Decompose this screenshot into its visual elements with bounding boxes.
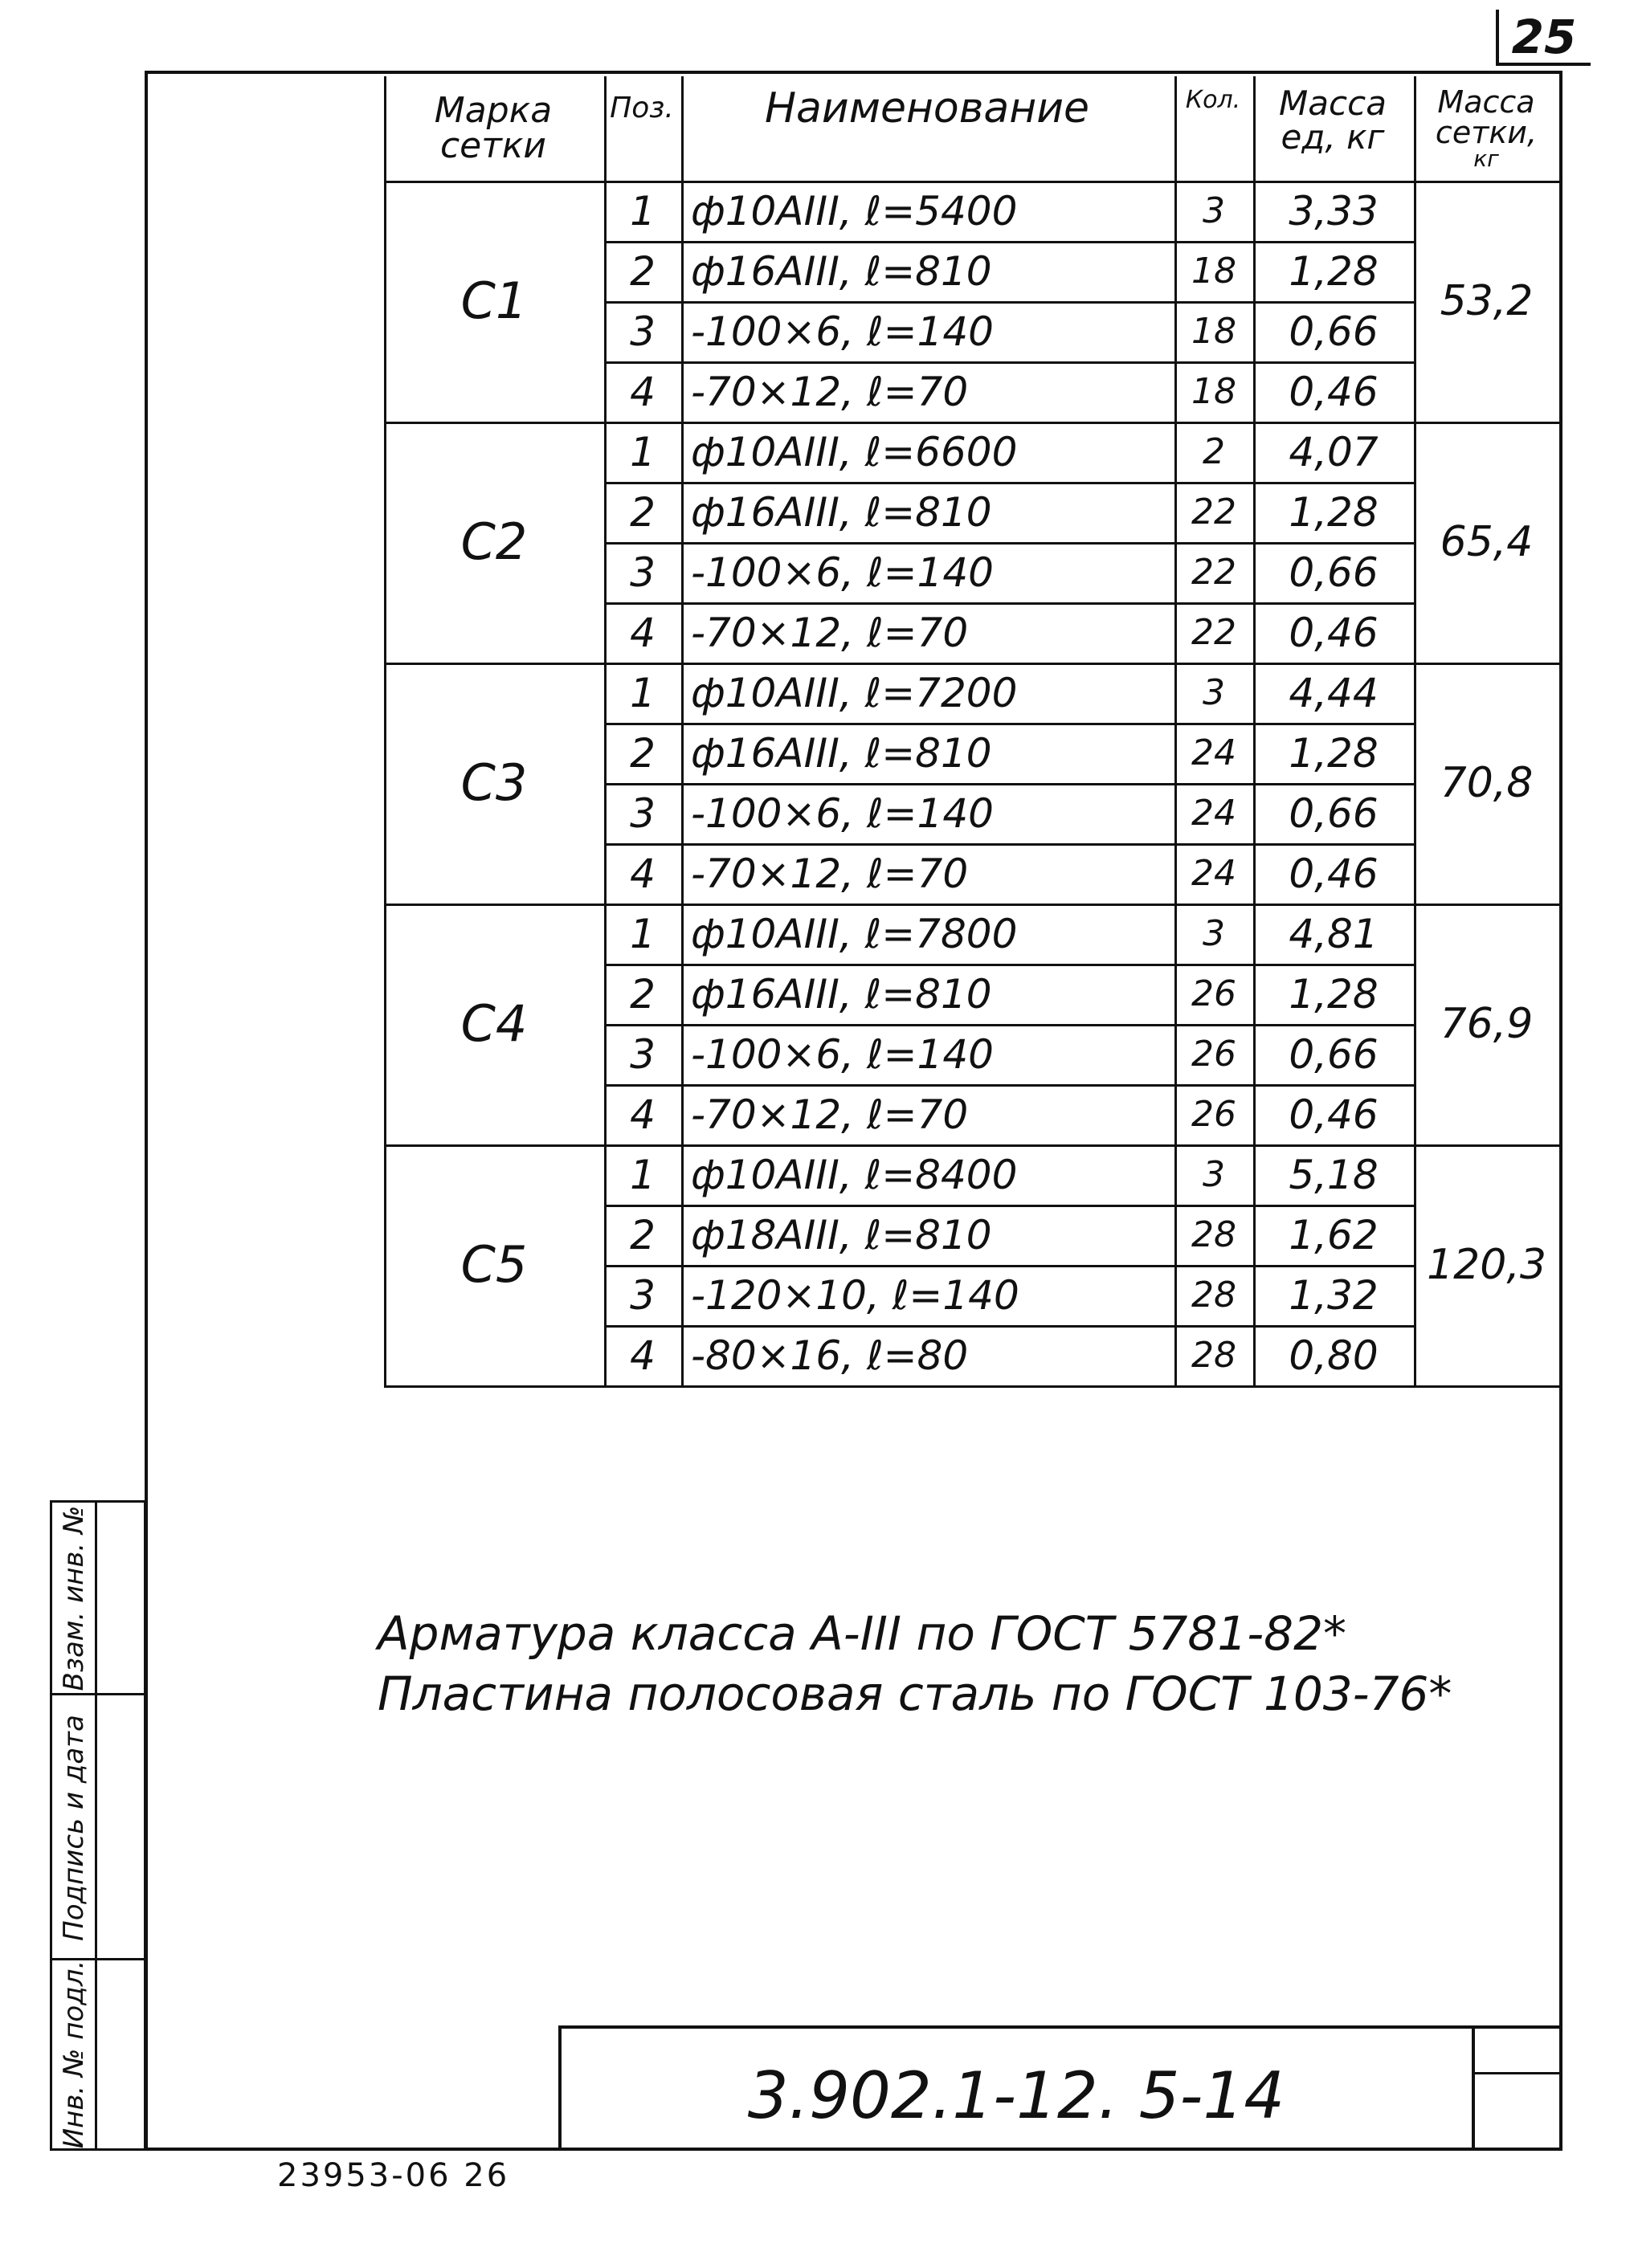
item-position: 1 [630, 428, 656, 475]
item-quantity: 28 [1191, 1334, 1236, 1376]
item-quantity: 3 [1203, 190, 1225, 231]
item-unit-mass: 0,46 [1289, 609, 1379, 656]
item-unit-mass: 1,28 [1289, 488, 1379, 536]
mesh-total-mass: 76,9 [1440, 1000, 1534, 1048]
binding-strip-divider [95, 1500, 97, 2151]
item-name: -120×10, ℓ=140 [691, 1271, 1019, 1319]
page-number: 25 [1511, 10, 1577, 64]
item-name: ф16АIII, ℓ=810 [691, 729, 992, 777]
item-name: ф10АIII, ℓ=8400 [691, 1151, 1018, 1198]
mesh-total-mass: 70,8 [1440, 759, 1534, 807]
item-unit-mass: 1,28 [1289, 247, 1379, 295]
note-plate: Пластина полосовая сталь по ГОСТ 103-76* [378, 1666, 1452, 1721]
item-unit-mass: 4,07 [1289, 428, 1379, 475]
header-mesh-mass [1414, 76, 1558, 181]
item-name: ф16АIII, ℓ=810 [691, 970, 992, 1018]
item-unit-mass: 0,66 [1289, 1030, 1379, 1078]
header-pos-label: Поз. [610, 92, 674, 124]
item-unit-mass: 0,66 [1289, 549, 1379, 596]
item-unit-mass: 0,46 [1289, 1091, 1379, 1138]
item-position: 3 [630, 549, 656, 596]
doc-code: 3.902.1-12. 5-14 [747, 2058, 1285, 2133]
item-unit-mass: 0,46 [1289, 850, 1379, 897]
item-position: 2 [630, 970, 656, 1018]
item-name: -70×12, ℓ=70 [691, 1091, 969, 1138]
item-quantity: 18 [1191, 310, 1236, 352]
archive-number: 23953-06 26 [277, 2157, 510, 2194]
item-unit-mass: 3,33 [1289, 187, 1379, 235]
item-position: 1 [630, 669, 656, 716]
table-bottom-line [384, 1385, 1559, 1388]
header-unit-mass-line2: ед, кг [1281, 117, 1385, 157]
item-position: 2 [630, 729, 656, 777]
item-position: 1 [630, 910, 656, 957]
item-unit-mass: 1,28 [1289, 970, 1379, 1018]
item-name: ф10АIII, ℓ=5400 [691, 187, 1018, 235]
mesh-total-mass: 65,4 [1440, 518, 1534, 566]
item-name: ф16АIII, ℓ=810 [691, 488, 992, 536]
header-qty-label: Кол. [1185, 86, 1241, 114]
header-mark [384, 76, 603, 181]
item-position: 4 [630, 1332, 656, 1379]
item-quantity: 26 [1191, 973, 1236, 1014]
item-position: 3 [630, 1030, 656, 1078]
stamp-sheet-line [1475, 2072, 1562, 2074]
item-position: 3 [630, 789, 656, 837]
item-name: -100×6, ℓ=140 [691, 308, 994, 355]
label-inv-no: Инв. № подл. [58, 1960, 90, 2149]
item-quantity: 24 [1191, 732, 1236, 773]
mesh-total-mass: 53,2 [1440, 277, 1534, 325]
item-quantity: 28 [1191, 1214, 1236, 1255]
item-name: ф10АIII, ℓ=7200 [691, 669, 1018, 716]
item-name: ф10АIII, ℓ=6600 [691, 428, 1018, 475]
item-unit-mass: 5,18 [1289, 1151, 1379, 1198]
item-position: 3 [630, 308, 656, 355]
item-position: 1 [630, 1151, 656, 1198]
item-position: 4 [630, 1091, 656, 1138]
header-mark-line2: сетки [439, 125, 547, 166]
header-pos [604, 76, 680, 141]
item-name: -100×6, ℓ=140 [691, 789, 994, 837]
item-quantity: 26 [1191, 1033, 1236, 1075]
item-quantity: 3 [1203, 1153, 1225, 1195]
item-unit-mass: 0,80 [1289, 1332, 1379, 1379]
label-replaces: Взам. инв. № [58, 1505, 90, 1691]
item-quantity: 24 [1191, 852, 1236, 894]
item-position: 4 [630, 368, 656, 415]
item-unit-mass: 0,66 [1289, 789, 1379, 837]
item-position: 4 [630, 609, 656, 656]
mesh-mark: С2 [460, 512, 528, 571]
header-unit-mass [1253, 76, 1412, 165]
header-mesh-mass-line3: кг [1473, 145, 1499, 172]
item-position: 3 [630, 1271, 656, 1319]
header-mesh-mass-line2: сетки, [1435, 115, 1538, 150]
item-unit-mass: 1,32 [1289, 1271, 1379, 1319]
item-unit-mass: 4,44 [1289, 669, 1379, 716]
item-name: -100×6, ℓ=140 [691, 1030, 994, 1078]
item-unit-mass: 4,81 [1289, 910, 1379, 957]
item-unit-mass: 1,28 [1289, 729, 1379, 777]
label-signature: Подпись и дата [58, 1715, 90, 1941]
header-name-label: Наименование [764, 84, 1090, 133]
item-position: 2 [630, 247, 656, 295]
header-mesh-mass-line1: Масса [1437, 84, 1535, 120]
item-quantity: 3 [1203, 912, 1225, 954]
item-quantity: 3 [1203, 671, 1225, 713]
item-quantity: 22 [1191, 611, 1236, 653]
item-position: 2 [630, 1211, 656, 1258]
item-name: -70×12, ℓ=70 [691, 609, 969, 656]
item-quantity: 18 [1191, 370, 1236, 412]
note-reinforcement: Арматура класса А-III по ГОСТ 5781-82* [378, 1606, 1346, 1661]
mesh-mark: С4 [460, 994, 528, 1053]
mesh-mark: С5 [460, 1235, 528, 1294]
item-quantity: 22 [1191, 551, 1236, 593]
item-unit-mass: 1,62 [1289, 1211, 1379, 1258]
mesh-mark: С1 [460, 271, 528, 330]
stamp-divider [1472, 2025, 1475, 2151]
item-name: -100×6, ℓ=140 [691, 549, 994, 596]
mesh-total-mass: 120,3 [1427, 1241, 1546, 1289]
header-qty [1174, 76, 1252, 124]
item-quantity: 22 [1191, 491, 1236, 532]
header-unit-mass-line1: Масса [1279, 84, 1387, 123]
header-mark-line1: Марка [434, 90, 553, 131]
item-position: 1 [630, 187, 656, 235]
mesh-mark: С3 [460, 753, 528, 812]
header-name [681, 76, 1173, 141]
item-name: -70×12, ℓ=70 [691, 850, 969, 897]
item-quantity: 28 [1191, 1274, 1236, 1316]
item-name: -70×12, ℓ=70 [691, 368, 969, 415]
item-quantity: 2 [1203, 430, 1225, 472]
item-unit-mass: 0,46 [1289, 368, 1379, 415]
item-name: ф18АIII, ℓ=810 [691, 1211, 992, 1258]
item-name: ф10АIII, ℓ=7800 [691, 910, 1018, 957]
item-unit-mass: 0,66 [1289, 308, 1379, 355]
item-quantity: 18 [1191, 250, 1236, 292]
item-position: 2 [630, 488, 656, 536]
item-name: -80×16, ℓ=80 [691, 1332, 969, 1379]
item-name: ф16АIII, ℓ=810 [691, 247, 992, 295]
item-position: 4 [630, 850, 656, 897]
item-quantity: 24 [1191, 792, 1236, 834]
item-quantity: 26 [1191, 1093, 1236, 1135]
